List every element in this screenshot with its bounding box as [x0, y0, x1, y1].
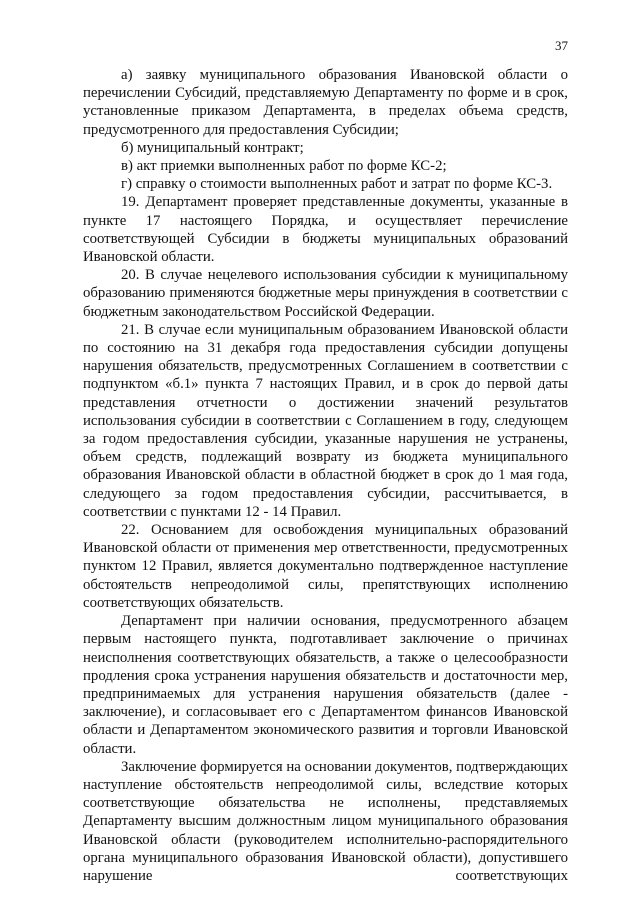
paragraph-clause-19: 19. Департамент проверяет представленные документы, указанные в пункте 17 настоящего Порядка, и осуществляет перечисление соответствующей Субсидии в бюджеты муниципальных образований Ивановской области.: [83, 194, 568, 266]
paragraph-clause-20: 20. В случае нецелевого использования субсидии к муниципальному образованию применяются бюджетные меры принуждения в соответствии с бюджетным законодательством Российской Федерации.: [83, 267, 568, 320]
paragraph-department-conclusion: Департамент при наличии основания, предусмотренного абзацем первым настоящего пункта, подготавливает заключение о причинах неисполнения соответствующих обязательств, а также о целесообразности продления срока устранения нарушения обязательств и достаточности мер, предпринимаемых для устранения нарушения обязательств (далее - заключение), и согласовывает его с Департаментом финансов Ивановской области и Департаментом экономического развития и торговли Ивановской области.: [83, 613, 568, 757]
paragraph-item-a: а) заявку муниципального образования Ивановской области о перечислении Субсидий, представляемую Департаменту по форме и в срок, установленные приказом Департамента, в пределах объема средств, предусмотренного для предоставления Субсидии;: [83, 67, 568, 138]
paragraph-conclusion-formation: Заключение формируется на основании документов, подтверждающих наступление обстоятельств непреодолимой силы, вследствие которых соответствующие обязательства не исполнены, представляемых Департаменту высшим должностным лицом муниципального образования Ивановской области (руководителем исполнительно-распорядительного органа муниципального образования Ивановской области), допустившего нарушение соответствующих: [83, 758, 568, 884]
paragraph-item-b: б) муниципальный контракт;: [121, 139, 304, 156]
paragraph-item-v: в) акт приемки выполненных работ по форме КС-2;: [121, 158, 447, 175]
page-number: 37: [555, 38, 568, 53]
document-body: [83, 66, 568, 885]
paragraph-clause-22: 22. Основанием для освобождения муниципальных образований Ивановской области от применения мер ответственности, предусмотренных пунктом 12 Правил, является документально подтвержденное наступление обстоятельств непреодолимой силы, препятствующих исполнению соответствующих обязательств.: [83, 522, 568, 611]
paragraph-clause-21: 21. В случае если муниципальным образованием Ивановской области по состоянию на 31 декабря года предоставления субсидии допущены нарушения обязательств, предусмотренных Соглашением в соответствии с подпунктом «б.1» пункта 7 настоящих Правил, и в срок до первой даты представления отчетности о достижении значений результатов использования субсидии в соответствии с Соглашением в году, следующем за годом предоставления субсидии, указанные нарушения не устранены, объем средств, подлежащий возврату из бюджета муниципального образования Ивановской области в областной бюджет в срок до 1 мая года, следующего за годом предоставления субсидии, рассчитывается, в соответствии с пунктами 12 - 14 Правил.: [83, 321, 568, 520]
paragraph-item-g: г) справку о стоимости выполненных работ и затрат по форме КС-3.: [121, 176, 553, 193]
